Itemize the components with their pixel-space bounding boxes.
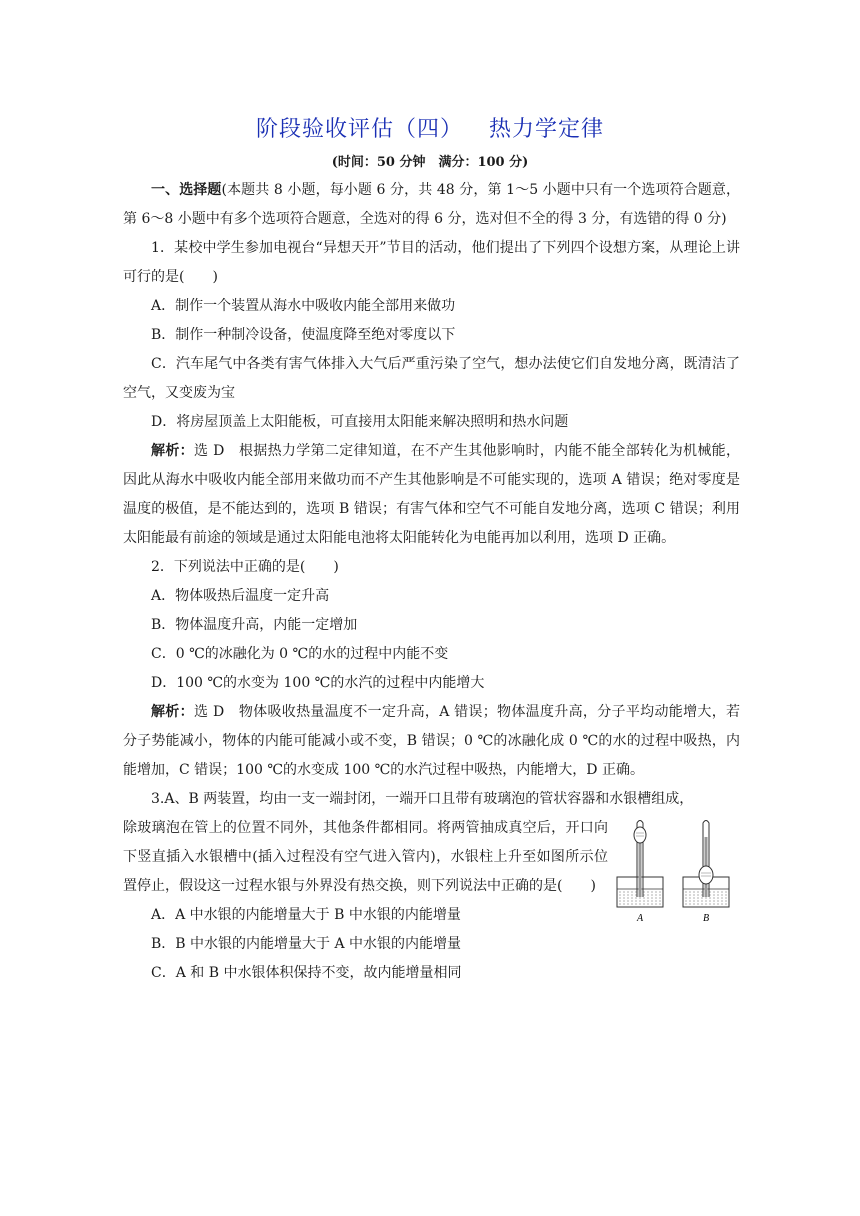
question-3-stem-line1: 3.A、B 两装置，均由一支一端封闭，一端开口且带有玻璃泡的管状容器和水银槽组成， xyxy=(151,791,694,807)
analysis-text: 选 D 根据热力学第二定律知道，在不产生其他影响时，内能不能全部转化为机械能，因此从海水中吸收内能全部用来做功而不产生其他影响是不可能实现的，选项 A 错误；绝对零度是温度的极值，是不能达到的，选项 B 错误；有害气体和空气不可能自发地分离，选项 C 错误；利用太阳能最有前途的领域是通过太阳能电池将太阳能转化为电能再加以利用，选项 D 正确。 xyxy=(123,443,740,546)
question-3-option-b: B．B 中水银的内能增量大于 A 中水银的内能增量 xyxy=(151,936,462,952)
question-3-stem: 除玻璃泡在管上的位置不同外，其他条件都相同。将两管抽成真空后，开口向下竖直插入水银槽中(插入过程没有空气进入管内)，水银柱上升至如图所示位置停止，假设这一过程水银与外界没有热交换，则下列说法中正确的是( ) xyxy=(123,820,608,894)
question-1-option-d: D．将房屋顶盖上太阳能板，可直接用太阳能来解决照明和热水问题 xyxy=(151,414,569,430)
analysis-text: 选 D 物体吸收热量温度不一定升高，A 错误；物体温度升高，分子平均动能增大，若分子势能减小，物体的内能可能减小或不变，B 错误；0 ℃的冰融化成 0 ℃的水的过程中吸热，内能增加，C 错误；100 ℃的水变成 100 ℃的水汽过程中吸热，内能增大，D 正确。 xyxy=(123,704,741,778)
question-1-option-a: A．制作一个装置从海水中吸收内能全部用来做功 xyxy=(151,298,456,314)
figure-label-b: B xyxy=(702,913,710,924)
exam-time-score: (时间：50 分钟 满分：100 分) xyxy=(331,155,529,170)
title-main: 阶段验收评估（四） xyxy=(255,117,463,142)
analysis-label: 解析： xyxy=(151,704,194,720)
question-3-option-c: C．A 和 B 中水银体积保持不变，故内能增量相同 xyxy=(151,965,462,981)
document-body xyxy=(123,176,740,988)
question-1-analysis xyxy=(123,437,740,553)
title-topic: 热力学定律 xyxy=(489,117,605,142)
question-2-analysis xyxy=(123,698,740,785)
apparatus-a xyxy=(617,821,663,908)
section-instructions xyxy=(123,176,740,234)
question-2-option-a: A．物体吸热后温度一定升高 xyxy=(151,588,330,604)
question-2-stem: 2．下列说法中正确的是( ) xyxy=(151,559,339,575)
question-2-option-c: C．0 ℃的冰融化为 0 ℃的水的过程中内能不变 xyxy=(151,646,449,662)
section-rules: (本题共 8 小题，每小题 6 分，共 48 分，第 1～5 小题中只有一个选项符合题意，第 6～8 小题中有多个选项符合题意，全选对的得 6 分，选对但不全的得 3 分，有选错的得 0 分) xyxy=(123,182,740,227)
section-heading: 一、选择题 xyxy=(151,182,222,198)
question-2-option-d: D．100 ℃的水变为 100 ℃的水汽的过程中内能增大 xyxy=(151,675,485,691)
analysis-label: 解析： xyxy=(151,443,194,459)
question-2-option-b: B．物体温度升高，内能一定增加 xyxy=(151,617,358,633)
question-1-stem: 1．某校中学生参加电视台“异想天开”节目的活动，他们提出了下列四个设想方案，从理论上讲可行的是( ) xyxy=(123,240,740,285)
mercury-tube-figure xyxy=(615,815,740,925)
apparatus-b xyxy=(683,821,729,908)
question-1-option-b: B．制作一种制冷设备，使温度降至绝对零度以下 xyxy=(151,327,456,343)
page-title xyxy=(0,112,860,143)
mercury-tube-diagram xyxy=(615,815,740,925)
question-1-option-c: C．汽车尾气中各类有害气体排入大气后严重污染了空气，想办法使它们自发地分离，既清洁了空气，又变废为宝 xyxy=(123,356,740,401)
figure-label-a: A xyxy=(636,913,644,924)
question-3-option-a: A．A 中水银的内能增量大于 B 中水银的内能增量 xyxy=(151,907,461,923)
